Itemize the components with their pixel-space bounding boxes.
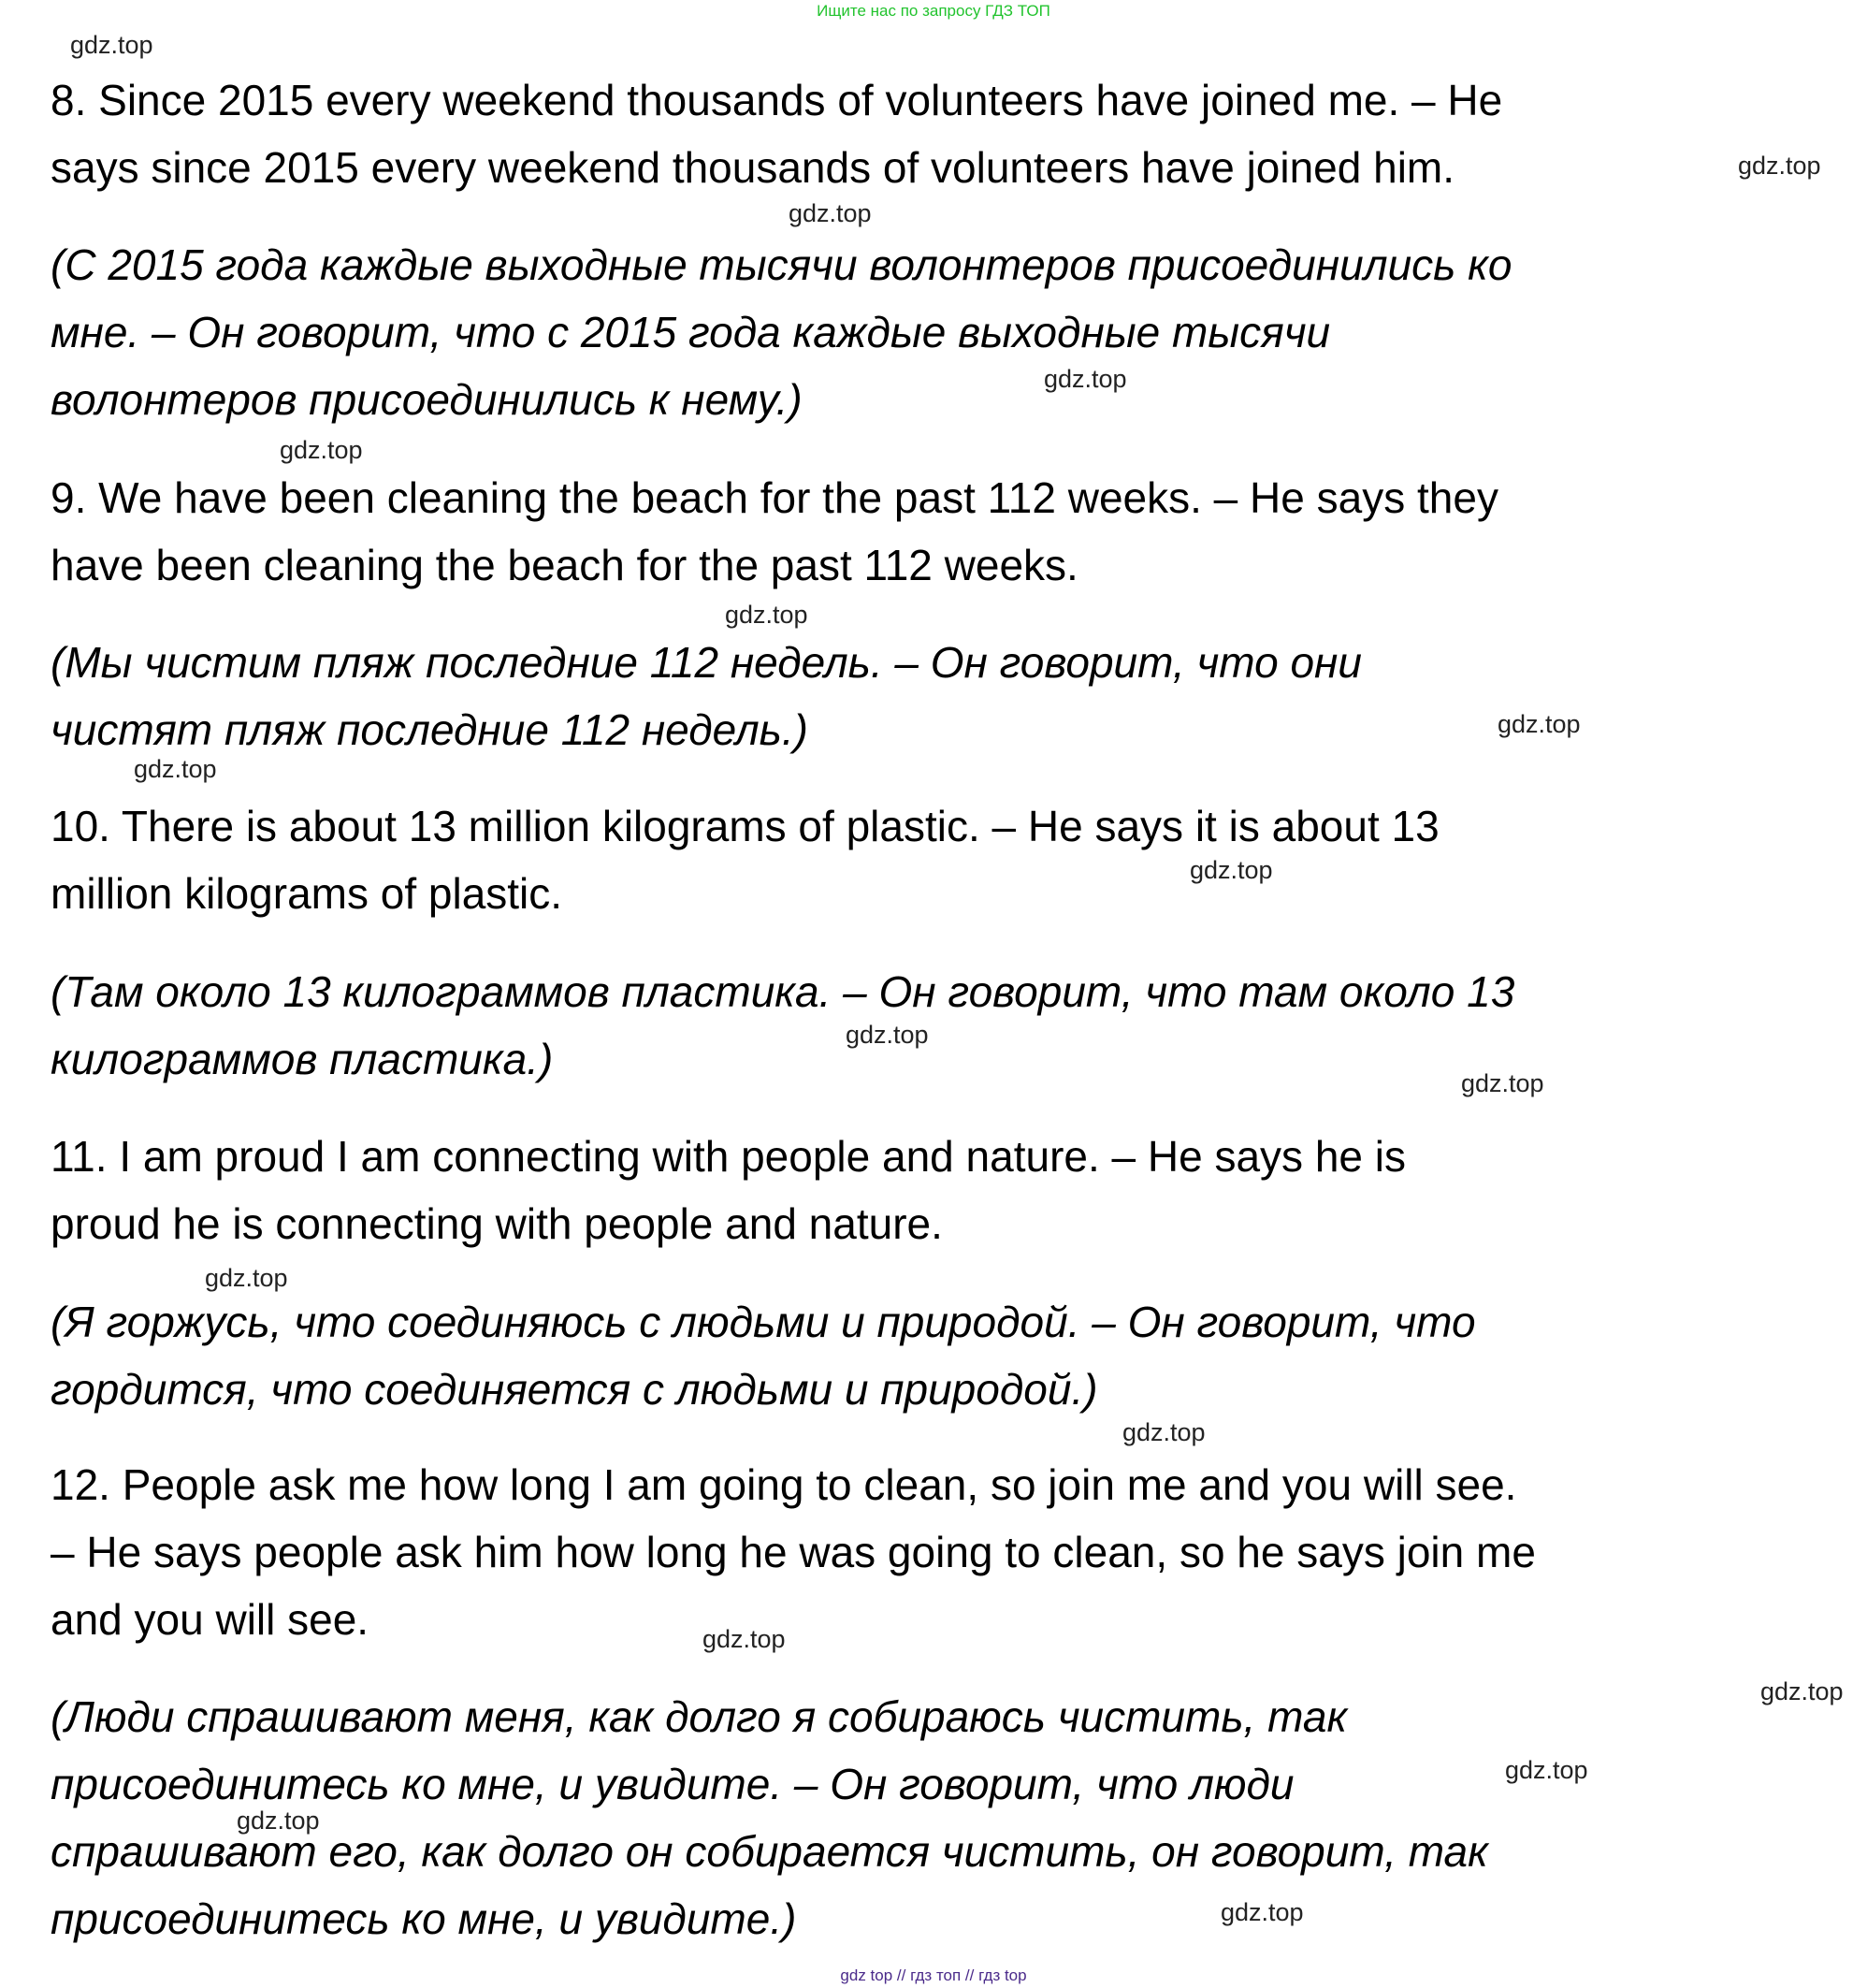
watermark: gdz.top [205, 1264, 288, 1292]
text-line: – He says people ask him how long he was going to clean, so he says join me [51, 1528, 1536, 1576]
watermark: gdz.top [1461, 1069, 1544, 1097]
russian-translation [51, 629, 1362, 763]
search-banner: Ищите нас по запросу ГДЗ ТОП [817, 2, 1050, 20]
english-sentence [51, 66, 1502, 201]
watermark: gdz.top [280, 436, 363, 464]
english-sentence [51, 464, 1498, 599]
watermark: gdz.top [846, 1021, 929, 1049]
text-line: and you will see. [51, 1595, 369, 1644]
text-line: чистят пляж последние 112 недель.) [51, 705, 808, 754]
russian-translation [51, 958, 1514, 1093]
watermark: gdz.top [702, 1625, 786, 1653]
watermark: gdz.top [1498, 710, 1581, 738]
watermark: gdz.top [1505, 1756, 1588, 1784]
text-line: присоединитесь ко мне, и увидите. – Он говорит, что люди [51, 1760, 1295, 1808]
english-sentence [51, 1123, 1406, 1257]
watermark: gdz.top [1760, 1677, 1844, 1705]
text-line: волонтеров присоединились к нему.) [51, 375, 803, 424]
text-line: 11. I am proud I am connecting with people and nature. – He says he is [51, 1132, 1406, 1181]
text-line: 8. Since 2015 every weekend thousands of volunteers have joined me. – He [51, 76, 1503, 124]
watermark: gdz.top [134, 755, 217, 783]
footer-watermark: gdz top // гдз топ // гдз top [840, 1966, 1027, 1984]
text-line: присоединитесь ко мне, и увидите.) [51, 1894, 797, 1943]
text-line: (Я горжусь, что соединяюсь с людьми и природой. – Он говорит, что [51, 1298, 1476, 1346]
text-line: 9. We have been cleaning the beach for the past 112 weeks. – He says they [51, 473, 1498, 522]
text-line: мне. – Он говорит, что с 2015 года каждые выходные тысячи [51, 308, 1331, 356]
text-line: proud he is connecting with people and nature. [51, 1199, 943, 1248]
watermark: gdz.top [1122, 1418, 1206, 1446]
watermark: gdz.top [725, 601, 808, 629]
watermark: gdz.top [1190, 856, 1273, 884]
english-sentence [51, 1451, 1536, 1653]
text-line: have been cleaning the beach for the past 112 weeks. [51, 541, 1078, 589]
watermark: gdz.top [1221, 1898, 1304, 1926]
watermark: gdz.top [1738, 152, 1821, 180]
text-line: million kilograms of plastic. [51, 869, 563, 918]
text-line: (С 2015 года каждые выходные тысячи волонтеров присоединились ко [51, 240, 1512, 289]
russian-translation [51, 1288, 1476, 1423]
text-line: 12. People ask me how long I am going to clean, so join me and you will see. [51, 1460, 1517, 1509]
text-line: килограммов пластика.) [51, 1035, 554, 1083]
watermark: gdz.top [1044, 365, 1127, 393]
text-line: гордится, что соединяется с людьми и природой.) [51, 1365, 1098, 1414]
watermark: gdz.top [70, 31, 153, 59]
watermark: gdz.top [789, 199, 872, 227]
text-line: 10. There is about 13 million kilograms of plastic. – He says it is about 13 [51, 802, 1440, 850]
watermark: gdz.top [237, 1807, 320, 1835]
text-line: (Мы чистим пляж последние 112 недель. – Он говорит, что они [51, 638, 1362, 687]
russian-translation [51, 231, 1512, 433]
text-line: says since 2015 every weekend thousands of volunteers have joined him. [51, 143, 1455, 192]
text-line: (Люди спрашивают меня, как долго я собираюсь чистить, так [51, 1692, 1348, 1741]
text-line: (Там около 13 килограммов пластика. – Он говорит, что там около 13 [51, 967, 1515, 1016]
text-line: спрашивают его, как долго он собирается чистить, он говорит, так [51, 1827, 1488, 1876]
